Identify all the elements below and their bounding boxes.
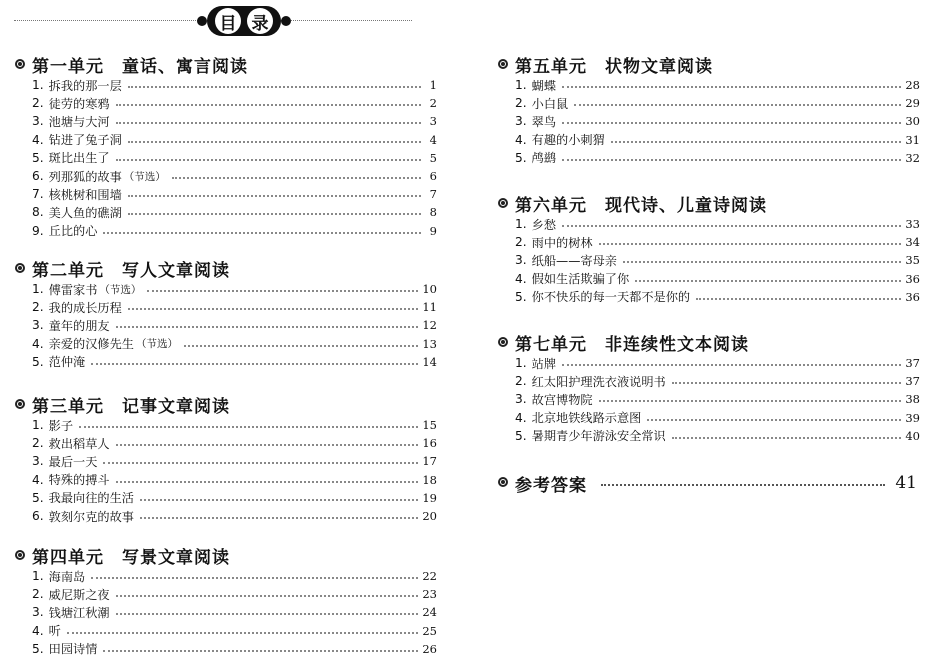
toc-entry[interactable] bbox=[32, 280, 437, 298]
entry-title: 核桃树和围墙 bbox=[48, 187, 122, 202]
unit-entry-list bbox=[32, 280, 437, 371]
toc-entry[interactable] bbox=[32, 203, 437, 221]
entry-number: 4. bbox=[32, 623, 44, 638]
unit-2 bbox=[32, 256, 437, 371]
entry-leader bbox=[562, 86, 901, 88]
entry-number: 5. bbox=[515, 289, 527, 304]
entry-page: 24 bbox=[422, 605, 437, 620]
entry-page: 39 bbox=[905, 410, 920, 425]
entry-leader bbox=[562, 159, 901, 161]
toc-entry[interactable] bbox=[515, 251, 920, 269]
entry-leader bbox=[116, 159, 421, 161]
entry-title: 斑比出生了 bbox=[48, 151, 110, 166]
toc-entry[interactable] bbox=[515, 288, 920, 306]
entry-leader bbox=[79, 426, 418, 428]
entry-leader bbox=[147, 290, 418, 292]
unit-heading bbox=[515, 52, 920, 76]
entry-page: 11 bbox=[422, 300, 437, 315]
entry-title: 范仲淹 bbox=[48, 355, 86, 370]
unit-entry-list bbox=[515, 354, 920, 445]
entry-number: 5. bbox=[32, 641, 44, 656]
toc-entry[interactable] bbox=[515, 372, 920, 390]
entry-page: 36 bbox=[905, 271, 920, 286]
entry-leader bbox=[184, 345, 418, 347]
entry-leader bbox=[128, 308, 419, 310]
toc-title bbox=[207, 6, 281, 36]
entry-title: 海南岛 bbox=[48, 569, 86, 584]
entry-leader bbox=[103, 650, 418, 652]
entry-leader bbox=[562, 225, 901, 227]
entry-number: 4. bbox=[32, 132, 44, 147]
toc-entry[interactable] bbox=[32, 489, 437, 507]
entry-title: 敦刻尔克的故事 bbox=[48, 509, 134, 524]
entry-page: 7 bbox=[429, 187, 437, 202]
entry-title: 故宫博物院 bbox=[531, 392, 593, 407]
answers-bullet-icon bbox=[498, 477, 508, 487]
toc-entry[interactable] bbox=[515, 390, 920, 408]
entry-number: 3. bbox=[515, 392, 527, 407]
entry-title: 站牌 bbox=[531, 356, 557, 371]
entry-title: 鸬鹚 bbox=[531, 151, 557, 166]
entry-title: 红太阳护理洗衣液说明书 bbox=[531, 374, 666, 389]
entry-page: 8 bbox=[429, 205, 437, 220]
toc-entry[interactable] bbox=[32, 298, 437, 316]
entry-number: 7. bbox=[32, 187, 44, 202]
entry-title: 丘比的心 bbox=[48, 224, 98, 239]
entry-page: 2 bbox=[429, 96, 437, 111]
entry-number: 2. bbox=[515, 374, 527, 389]
entry-title: 美人鱼的礁湖 bbox=[48, 205, 122, 220]
entry-note: （节选） bbox=[135, 338, 178, 351]
entry-page: 4 bbox=[429, 132, 437, 147]
entry-page: 25 bbox=[422, 623, 437, 638]
entry-title: 钻进了兔子洞 bbox=[48, 133, 122, 148]
unit-heading bbox=[515, 191, 920, 215]
entry-number: 5. bbox=[515, 428, 527, 443]
entry-page: 13 bbox=[422, 336, 437, 351]
entry-leader bbox=[623, 261, 901, 263]
entry-leader bbox=[67, 632, 419, 634]
entry-page: 29 bbox=[905, 96, 920, 111]
toc-title-badge bbox=[197, 6, 291, 36]
answers-leader bbox=[601, 484, 885, 486]
entry-page: 32 bbox=[905, 150, 920, 165]
unit-3 bbox=[32, 392, 437, 525]
toc-entry[interactable] bbox=[32, 452, 437, 470]
entry-page: 17 bbox=[422, 454, 437, 469]
unit-heading bbox=[32, 392, 437, 416]
title-char-2: 录 bbox=[247, 8, 273, 34]
unit-entry-list bbox=[32, 567, 437, 658]
toc-entry[interactable] bbox=[515, 427, 920, 445]
toc-entry[interactable] bbox=[32, 507, 437, 525]
entry-page: 10 bbox=[422, 282, 437, 297]
entry-title: 最后一天 bbox=[48, 454, 98, 469]
entry-number: 1. bbox=[515, 78, 527, 93]
entry-number: 5. bbox=[32, 150, 44, 165]
entry-number: 3. bbox=[32, 318, 44, 333]
unit-heading bbox=[32, 543, 437, 567]
entry-leader bbox=[611, 141, 902, 143]
entry-page: 9 bbox=[429, 223, 437, 238]
unit-1 bbox=[32, 52, 437, 240]
entry-page: 30 bbox=[905, 114, 920, 129]
title-char-1: 目 bbox=[215, 8, 241, 34]
unit-heading bbox=[515, 330, 920, 354]
entry-leader bbox=[696, 298, 901, 300]
entry-title: 威尼斯之夜 bbox=[48, 587, 110, 602]
toc-entry[interactable] bbox=[32, 335, 437, 353]
unit-4 bbox=[32, 543, 437, 658]
entry-title: 钱塘江秋潮 bbox=[48, 605, 110, 620]
entry-title: 你不快乐的每一天都不是你的 bbox=[531, 290, 691, 305]
toc-entry[interactable] bbox=[32, 149, 437, 167]
entry-leader bbox=[103, 232, 421, 234]
entry-number: 8. bbox=[32, 205, 44, 220]
entry-leader bbox=[116, 613, 419, 615]
entry-title: 特殊的搏斗 bbox=[48, 473, 110, 488]
entry-page: 38 bbox=[905, 392, 920, 407]
unit-bullet-icon bbox=[498, 59, 508, 69]
entry-number: 1. bbox=[515, 217, 527, 232]
entry-page: 3 bbox=[429, 114, 437, 129]
unit-bullet-icon bbox=[15, 263, 25, 273]
entry-page: 5 bbox=[429, 150, 437, 165]
toc-entry[interactable] bbox=[515, 354, 920, 372]
entry-leader bbox=[116, 326, 419, 328]
entry-title: 听 bbox=[48, 624, 61, 639]
toc-entry[interactable] bbox=[32, 567, 437, 585]
entry-leader bbox=[103, 462, 418, 464]
entry-title: 乡愁 bbox=[531, 217, 557, 232]
unit-bullet-icon bbox=[15, 59, 25, 69]
unit-title: 第五单元 状物文章阅读 bbox=[515, 56, 713, 77]
entry-title: 蝴蝶 bbox=[531, 78, 557, 93]
entry-leader bbox=[128, 213, 421, 215]
toc-entry[interactable] bbox=[32, 76, 437, 94]
toc-entry[interactable] bbox=[32, 185, 437, 203]
entry-number: 3. bbox=[32, 605, 44, 620]
toc-header bbox=[14, 6, 412, 36]
entry-leader bbox=[562, 364, 901, 366]
entry-number: 1. bbox=[32, 282, 44, 297]
toc-entry[interactable] bbox=[515, 409, 920, 427]
entry-title: 北京地铁线路示意图 bbox=[531, 411, 642, 426]
unit-title: 第二单元 写人文章阅读 bbox=[32, 260, 230, 281]
entry-leader bbox=[116, 444, 419, 446]
entry-leader bbox=[140, 517, 418, 519]
unit-title: 第四单元 写景文章阅读 bbox=[32, 547, 230, 568]
unit-title: 第七单元 非连续性文本阅读 bbox=[515, 334, 749, 355]
entry-page: 34 bbox=[905, 235, 920, 250]
unit-bullet-icon bbox=[498, 337, 508, 347]
entry-title: 我最向往的生活 bbox=[48, 491, 134, 506]
toc-entry[interactable] bbox=[515, 94, 920, 112]
entry-number: 3. bbox=[32, 454, 44, 469]
entry-leader bbox=[574, 104, 901, 106]
toc-entry[interactable] bbox=[32, 585, 437, 603]
title-dot-left-icon bbox=[197, 16, 207, 26]
unit-title: 第六单元 现代诗、儿童诗阅读 bbox=[515, 195, 767, 216]
entry-leader bbox=[599, 400, 902, 402]
entry-title: 雨中的树林 bbox=[531, 235, 593, 250]
entry-title: 亲爱的汉修先生 bbox=[48, 337, 134, 352]
entry-page: 22 bbox=[422, 569, 437, 584]
entry-title: 我的成长历程 bbox=[48, 300, 122, 315]
unit-bullet-icon bbox=[498, 198, 508, 208]
toc-entry[interactable] bbox=[515, 131, 920, 149]
entry-leader bbox=[91, 577, 418, 579]
entry-number: 1. bbox=[515, 356, 527, 371]
entry-number: 1. bbox=[32, 78, 44, 93]
entry-number: 5. bbox=[515, 150, 527, 165]
entry-leader bbox=[116, 122, 421, 124]
entry-leader bbox=[128, 195, 421, 197]
unit-entry-list bbox=[515, 215, 920, 306]
entry-leader bbox=[562, 122, 901, 124]
entry-note: （节选） bbox=[99, 283, 142, 296]
entry-number: 4. bbox=[515, 410, 527, 425]
entry-number: 4. bbox=[515, 132, 527, 147]
entry-number: 2. bbox=[32, 96, 44, 111]
entry-number: 2. bbox=[515, 96, 527, 111]
entry-page: 35 bbox=[905, 253, 920, 268]
unit-7 bbox=[515, 330, 920, 445]
unit-6 bbox=[515, 191, 920, 306]
entry-title: 救出稻草人 bbox=[48, 436, 110, 451]
entry-number: 3. bbox=[515, 114, 527, 129]
entry-title: 纸船——寄母亲 bbox=[531, 253, 617, 268]
entry-title: 池塘与大河 bbox=[48, 114, 110, 129]
entry-page: 33 bbox=[905, 217, 920, 232]
entry-number: 5. bbox=[32, 354, 44, 369]
entry-number: 2. bbox=[32, 587, 44, 602]
entry-number: 3. bbox=[32, 114, 44, 129]
entry-leader bbox=[647, 419, 901, 421]
entry-number: 4. bbox=[515, 271, 527, 286]
entry-leader bbox=[128, 86, 421, 88]
entry-leader bbox=[116, 481, 419, 483]
entry-leader bbox=[116, 104, 421, 106]
unit-entry-list bbox=[515, 76, 920, 167]
toc-entry[interactable] bbox=[32, 471, 437, 489]
toc-entry[interactable] bbox=[515, 112, 920, 130]
entry-leader bbox=[672, 437, 902, 439]
toc-entry[interactable] bbox=[32, 353, 437, 371]
unit-bullet-icon bbox=[15, 399, 25, 409]
entry-page: 36 bbox=[905, 289, 920, 304]
toc-entry[interactable] bbox=[32, 112, 437, 130]
entry-leader bbox=[599, 243, 902, 245]
toc-entry[interactable] bbox=[515, 233, 920, 251]
entry-number: 1. bbox=[32, 418, 44, 433]
entry-page: 12 bbox=[422, 318, 437, 333]
toc-entry[interactable] bbox=[32, 434, 437, 452]
entry-leader bbox=[91, 363, 418, 365]
unit-title: 第一单元 童话、寓言阅读 bbox=[32, 56, 248, 77]
entry-page: 16 bbox=[422, 436, 437, 451]
toc-entry[interactable] bbox=[515, 76, 920, 94]
entry-page: 14 bbox=[422, 354, 437, 369]
entry-number: 2. bbox=[515, 235, 527, 250]
entry-title: 拆我的那一层 bbox=[48, 78, 122, 93]
entry-page: 1 bbox=[429, 78, 437, 93]
answers-entry[interactable] bbox=[515, 470, 917, 496]
entry-number: 6. bbox=[32, 169, 44, 184]
entry-leader bbox=[128, 141, 421, 143]
toc-entry[interactable] bbox=[32, 416, 437, 434]
unit-entry-list bbox=[32, 416, 437, 525]
answers-title: 参考答案 bbox=[515, 475, 587, 496]
entry-page: 19 bbox=[422, 490, 437, 505]
entry-page: 15 bbox=[422, 418, 437, 433]
title-dot-right-icon bbox=[281, 16, 291, 26]
entry-page: 20 bbox=[422, 509, 437, 524]
toc-entry[interactable] bbox=[32, 640, 437, 658]
toc-entry[interactable] bbox=[32, 131, 437, 149]
entry-leader bbox=[172, 177, 421, 179]
entry-leader bbox=[635, 280, 901, 282]
entry-note: （节选） bbox=[123, 170, 166, 183]
toc-entry[interactable] bbox=[32, 316, 437, 334]
toc-entry[interactable] bbox=[32, 94, 437, 112]
entry-title: 小白鼠 bbox=[531, 96, 569, 111]
entry-title: 徒劳的寒鸦 bbox=[48, 96, 110, 111]
entry-number: 2. bbox=[32, 436, 44, 451]
toc-entry[interactable] bbox=[32, 167, 437, 185]
entry-number: 9. bbox=[32, 223, 44, 238]
entry-number: 2. bbox=[32, 300, 44, 315]
entry-page: 23 bbox=[422, 587, 437, 602]
entry-title: 列那狐的故事 bbox=[48, 169, 122, 184]
unit-entry-list bbox=[32, 76, 437, 240]
entry-page: 28 bbox=[905, 78, 920, 93]
toc-entry[interactable] bbox=[515, 215, 920, 233]
entry-page: 40 bbox=[905, 428, 920, 443]
unit-title: 第三单元 记事文章阅读 bbox=[32, 396, 230, 417]
unit-heading bbox=[32, 256, 437, 280]
entry-title: 影子 bbox=[48, 418, 74, 433]
entry-number: 5. bbox=[32, 490, 44, 505]
entry-number: 4. bbox=[32, 336, 44, 351]
toc-entry[interactable] bbox=[32, 603, 437, 621]
entry-leader bbox=[140, 499, 418, 501]
entry-leader bbox=[116, 595, 419, 597]
entry-title: 假如生活欺骗了你 bbox=[531, 272, 630, 287]
entry-title: 有趣的小刺猬 bbox=[531, 133, 605, 148]
toc-entry[interactable] bbox=[32, 222, 437, 240]
entry-page: 6 bbox=[429, 169, 437, 184]
answers-page: 41 bbox=[895, 473, 917, 493]
entry-page: 18 bbox=[422, 472, 437, 487]
entry-page: 37 bbox=[905, 356, 920, 371]
entry-page: 37 bbox=[905, 374, 920, 389]
entry-number: 6. bbox=[32, 509, 44, 524]
toc-entry[interactable] bbox=[515, 149, 920, 167]
entry-number: 1. bbox=[32, 569, 44, 584]
entry-title: 傅雷家书 bbox=[48, 282, 98, 297]
entry-page: 26 bbox=[422, 641, 437, 656]
unit-heading bbox=[32, 52, 437, 76]
entry-title: 田园诗情 bbox=[48, 642, 98, 657]
entry-leader bbox=[672, 382, 902, 384]
entry-number: 3. bbox=[515, 253, 527, 268]
toc-entry[interactable] bbox=[32, 622, 437, 640]
entry-page: 31 bbox=[905, 132, 920, 147]
entry-number: 4. bbox=[32, 472, 44, 487]
entry-title: 翠鸟 bbox=[531, 114, 557, 129]
entry-title: 暑期青少年游泳安全常识 bbox=[531, 429, 666, 444]
unit-bullet-icon bbox=[15, 550, 25, 560]
toc-entry[interactable] bbox=[515, 270, 920, 288]
entry-title: 童年的朋友 bbox=[48, 318, 110, 333]
unit-5 bbox=[515, 52, 920, 167]
